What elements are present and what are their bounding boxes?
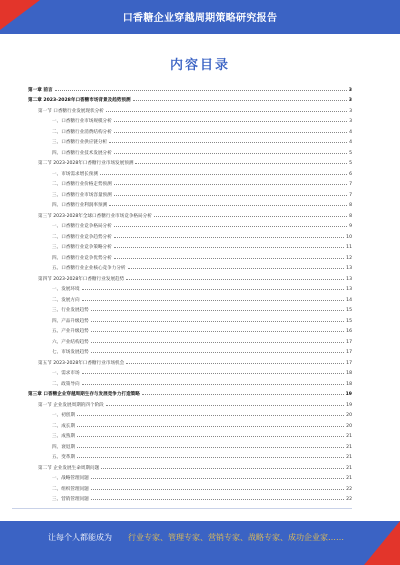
toc-entry[interactable] <box>28 219 352 230</box>
toc-entry[interactable] <box>28 240 352 251</box>
toc-entry-label: 二、组织管理问题 <box>52 486 89 492</box>
toc-entry-page: 18 <box>346 371 352 376</box>
toc-entry-label: 二、口香糖行业竞争趋势分析 <box>52 234 112 240</box>
toc-entry-label: 一、口香糖行业市场规模分析 <box>52 119 112 124</box>
toc-entry[interactable] <box>28 208 352 219</box>
toc-entry-label: 四、口香糖行业竞争优势分析 <box>52 255 112 261</box>
toc-entry-page: 13 <box>346 287 352 292</box>
toc-entry-page: 8 <box>349 203 352 208</box>
toc-entry-label: 四、口香糖行业技术发展分析 <box>52 150 112 156</box>
toc-leader-dots <box>77 436 344 437</box>
toc-entry-page: 19 <box>345 392 352 397</box>
toc-entry-label: 四、衰退期 <box>52 444 75 450</box>
toc-leader-dots <box>91 352 344 353</box>
toc-entry[interactable] <box>28 334 352 345</box>
toc-entry-label: 三、口香糖行业市场容量预测 <box>52 192 112 198</box>
toc-leader-dots <box>100 174 347 175</box>
toc-entry[interactable] <box>28 82 352 93</box>
footer-banner <box>0 521 400 565</box>
toc-entry-label: 三、行业发展趋势 <box>52 308 89 313</box>
toc-entry-page: 19 <box>346 402 352 408</box>
toc-leader-dots <box>82 384 345 385</box>
toc-entry-label: 三、营销管理问题 <box>52 497 89 502</box>
toc-entry[interactable] <box>28 471 352 482</box>
toc-entry-page: 8 <box>349 213 352 219</box>
toc-leader-dots <box>55 90 347 91</box>
toc-entry[interactable] <box>28 418 352 429</box>
toc-entry[interactable] <box>28 355 352 366</box>
toc-entry-page: 21 <box>346 465 352 471</box>
toc-entry-label: 第一节 企业发展周期的四个阶段 <box>38 402 104 408</box>
toc-entry[interactable] <box>28 135 352 146</box>
toc-entry-label: 四、口香糖行业利润率预测 <box>52 203 108 208</box>
toc-entry[interactable] <box>28 187 352 198</box>
toc-leader-dots <box>91 342 344 343</box>
toc-entry[interactable] <box>28 397 352 408</box>
toc-leader-dots <box>77 415 344 416</box>
toc-entry-page: 3 <box>349 119 352 124</box>
toc-entry[interactable] <box>28 229 352 240</box>
toc-entry-label: 一、需求市场 <box>52 371 80 376</box>
toc-entry[interactable] <box>28 198 352 209</box>
toc-entry-label: 五、产业升级趋势 <box>52 329 89 334</box>
toc-entry-page: 17 <box>346 350 352 355</box>
toc-leader-dots <box>126 279 344 280</box>
toc-leader-dots <box>114 195 347 196</box>
toc-entry[interactable] <box>28 145 352 156</box>
toc-entry-label: 第一节 口香糖行业发展现状分析 <box>38 108 104 114</box>
toc-entry-label: 六、产业结构趋势 <box>52 339 89 345</box>
toc-entry-page: 20 <box>346 423 352 429</box>
report-header-banner <box>0 0 400 34</box>
toc-entry-page: 7 <box>349 182 352 187</box>
toc-entry[interactable] <box>28 303 352 314</box>
toc-entry-page: 17 <box>346 339 352 345</box>
toc-leader-dots <box>82 373 345 374</box>
table-of-contents <box>28 82 352 502</box>
toc-leader-dots <box>114 237 344 238</box>
toc-entry[interactable] <box>28 292 352 303</box>
toc-entry-page: 14 <box>346 297 352 303</box>
toc-entry-page: 4 <box>349 140 352 145</box>
toc-entry-label: 第三章 口香糖企业穿越周期生存与发展竞争力打造策略 <box>28 392 140 397</box>
toc-entry-label: 二、口香糖行业消费结构分析 <box>52 129 112 135</box>
toc-entry[interactable] <box>28 366 352 377</box>
toc-entry-page: 9 <box>349 224 352 229</box>
toc-leader-dots <box>101 468 344 469</box>
toc-entry[interactable] <box>28 250 352 261</box>
toc-entry[interactable] <box>28 103 352 114</box>
report-title: 口香糖企业穿越周期策略研究报告 <box>122 13 278 24</box>
toc-entry[interactable] <box>28 439 352 450</box>
toc-entry-label: 一、战略管理问题 <box>52 476 89 481</box>
toc-entry-label: 第三节 2023-2028年全球口香糖行业市场竞争格局分析 <box>38 213 152 219</box>
toc-leader-dots <box>106 111 347 112</box>
toc-entry-page: 3 <box>348 87 352 93</box>
toc-entry[interactable] <box>28 261 352 272</box>
toc-entry[interactable] <box>28 376 352 387</box>
toc-entry-page: 11 <box>346 245 352 250</box>
toc-entry-page: 12 <box>346 255 352 261</box>
toc-leader-dots <box>91 310 344 311</box>
toc-entry-label: 二、政策导向 <box>52 381 80 387</box>
toc-entry-page: 21 <box>346 455 352 460</box>
toc-leader-dots <box>114 132 347 133</box>
toc-leader-dots <box>91 321 344 322</box>
toc-leader-dots <box>114 153 347 154</box>
toc-leader-dots <box>109 205 347 206</box>
toc-leader-dots <box>106 405 344 406</box>
toc-entry-page: 21 <box>346 476 352 481</box>
toc-entry-page: 13 <box>346 276 352 282</box>
toc-entry-label: 七、市场发展趋势 <box>52 350 89 355</box>
toc-entry-label: 第二章 2023-2028年口香糖市场背景及趋势预测 <box>28 98 131 103</box>
toc-leader-dots <box>114 184 347 185</box>
toc-leader-dots <box>82 300 345 301</box>
toc-entry-label: 第二节 2023-2028年口香糖行业市场发展预测 <box>38 161 134 166</box>
toc-entry[interactable] <box>28 177 352 188</box>
toc-entry-label: 第二节 企业发展生命周期问题 <box>38 465 100 471</box>
toc-entry-label: 一、市场需求增长预测 <box>52 171 98 177</box>
toc-leader-dots <box>77 426 344 427</box>
toc-entry-page: 4 <box>349 129 352 135</box>
footer-red-corner <box>364 521 400 565</box>
toc-leader-dots <box>91 489 344 490</box>
divider <box>12 508 352 509</box>
toc-entry-page: 21 <box>346 444 352 450</box>
toc-entry-page: 7 <box>349 192 352 198</box>
toc-leader-dots <box>109 142 347 143</box>
toc-entry-page: 10 <box>346 234 352 240</box>
toc-entry[interactable] <box>28 481 352 492</box>
toc-entry-page: 15 <box>346 318 352 324</box>
toc-entry-page: 22 <box>346 486 352 492</box>
toc-entry[interactable] <box>28 492 352 503</box>
toc-entry-page: 16 <box>346 329 352 334</box>
toc-entry-page: 13 <box>346 266 352 271</box>
toc-entry-label: 三、口香糖行业供应链分析 <box>52 140 108 145</box>
footer-slogan-right: 行业专家、管理专家、营销专家、战略专家、成功企业家…… <box>128 533 344 542</box>
toc-entry-label: 第五节 2023-2028年口香糖行业市场机会 <box>38 360 125 366</box>
toc-entry[interactable] <box>28 156 352 167</box>
toc-leader-dots <box>154 216 347 217</box>
toc-entry-page: 22 <box>346 497 352 502</box>
toc-entry-label: 二、成长期 <box>52 423 75 429</box>
toc-entry[interactable] <box>28 93 352 104</box>
toc-leader-dots <box>142 394 344 395</box>
toc-leader-dots <box>114 121 347 122</box>
toc-entry[interactable] <box>28 313 352 324</box>
toc-entry[interactable] <box>28 282 352 293</box>
toc-leader-dots <box>114 226 347 227</box>
toc-leader-dots <box>77 457 344 458</box>
toc-entry-page: 15 <box>346 308 352 313</box>
toc-entry-page: 18 <box>346 381 352 387</box>
toc-leader-dots <box>82 289 345 290</box>
toc-entry-page: 21 <box>346 434 352 439</box>
toc-entry-label: 一、初创期 <box>52 413 75 418</box>
toc-entry-page: 17 <box>346 360 352 366</box>
toc-entry-label: 四、产品升级趋势 <box>52 318 89 324</box>
toc-leader-dots <box>135 163 347 164</box>
toc-entry-page: 3 <box>349 108 352 114</box>
toc-entry-label: 一、口香糖行业竞争格局分析 <box>52 224 112 229</box>
toc-entry-label: 三、口香糖行业竞争策略分析 <box>52 245 112 250</box>
toc-entry-label: 一、发展环境 <box>52 287 80 292</box>
toc-leader-dots <box>114 247 344 248</box>
toc-entry[interactable] <box>28 408 352 419</box>
footer-slogan-left: 让每个人都能成为 <box>48 533 112 542</box>
toc-entry[interactable] <box>28 324 352 335</box>
toc-entry[interactable] <box>28 450 352 461</box>
toc-entry[interactable] <box>28 429 352 440</box>
toc-entry-page: 20 <box>346 413 352 418</box>
toc-entry[interactable] <box>28 114 352 125</box>
toc-entry-page: 5 <box>349 150 352 156</box>
toc-entry[interactable] <box>28 271 352 282</box>
toc-entry[interactable] <box>28 345 352 356</box>
toc-entry-label: 第一章 前言 <box>28 87 53 93</box>
toc-leader-dots <box>91 499 344 500</box>
toc-leader-dots <box>128 268 345 269</box>
toc-entry-label: 五、口香糖行业企业核心竞争力分析 <box>52 266 126 271</box>
toc-entry-page: 5 <box>349 161 352 166</box>
toc-entry-page: 3 <box>348 98 352 103</box>
toc-leader-dots <box>114 258 344 259</box>
toc-entry-label: 第四节 2023-2028年口香糖行业发展趋势 <box>38 276 125 282</box>
toc-leader-dots <box>91 331 344 332</box>
toc-leader-dots <box>91 478 344 479</box>
toc-entry[interactable] <box>28 166 352 177</box>
toc-leader-dots <box>133 100 347 101</box>
toc-entry-label: 二、发展方向 <box>52 297 80 303</box>
toc-entry[interactable] <box>28 460 352 471</box>
toc-leader-dots <box>126 363 344 364</box>
toc-entry-label: 三、成熟期 <box>52 434 75 439</box>
toc-entry[interactable] <box>28 124 352 135</box>
toc-entry[interactable] <box>28 387 352 398</box>
toc-heading: 内容目录 <box>169 58 230 73</box>
toc-leader-dots <box>77 447 344 448</box>
toc-entry-page: 6 <box>349 171 352 177</box>
toc-entry-label: 二、口香糖行业价格走势预测 <box>52 182 112 187</box>
toc-entry-label: 五、变革期 <box>52 455 75 460</box>
